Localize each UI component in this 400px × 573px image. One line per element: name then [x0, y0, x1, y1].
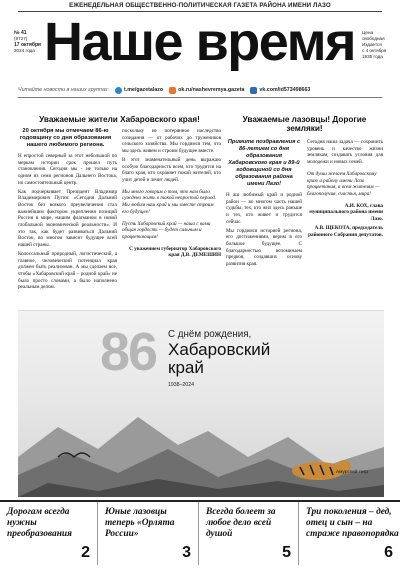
newspaper-title: Наше время: [44, 12, 356, 72]
article-paragraph: Колоссальный природный, логистический, а главное, человеческий потенциал края должен быть реализован. А мы сделаем все, чтобы «Хабаровский край – родной край» не было просто словами, а было наполнено реальным делом.: [18, 250, 117, 291]
district-article: [226, 101, 383, 270]
tiger-caption: Амурский тигр: [335, 470, 368, 475]
teaser-item[interactable]: [299, 502, 400, 565]
ok-link[interactable]: [169, 87, 244, 94]
teaser-title: Три поколения – дед, отец и сын – на страже правопорядка: [306, 507, 399, 539]
governor-article-heading: Уважаемые жители Хабаровского края!: [39, 115, 200, 124]
article-paragraph: поскольку не потерянное наследство созидания — от рабочих до тружеников сельского хозяйства. Мы гордимся тем, что мы здесь живем и строим будущее вместе.: [122, 128, 221, 155]
teaser-title: Дорогам всегда нужны преобразования: [7, 507, 72, 539]
price-line-2: свободная: [362, 36, 385, 41]
article-paragraph: Н епростой северный за этот небольшой по меркам истории срок прошел путь становления. Сегодня мы - не только на одном из семи регионов Дальнего Востока, но самостоятельный центр.: [18, 153, 117, 186]
article-paragraph: Пусть Хабаровский край — наша с вами общая гордость — будет сильным и процветающим!: [122, 220, 211, 241]
teaser-item[interactable]: [0, 502, 98, 565]
teaser-page-number: 6: [384, 544, 393, 561]
vk-icon: [250, 87, 257, 94]
article-paragraph: Как подчеркивает Президент Владимир Владимирович Путин: «Сегодня Дальний Восток без всякого преувеличения стал важнейшим фактором укрепления позиций России в мире, нашим флагманом в новой глобальной экономической реальности». И это так, как будет развиваться Дальний Восток, во многом зависит будущее всей нашей страны.: [18, 188, 117, 249]
issue-number: № 41: [14, 30, 27, 36]
article-paragraph: Сегодня наша задача — сохранить уровень и качество жизни землякам, создавать условия для молодежи и новых семей.: [307, 139, 383, 166]
article-quote: Мы много говорим о том, что нам было суждено жить в такой непростой период. Мы любим наш край и мы вместе строим его будущее!: [122, 188, 217, 215]
article-paragraph: В этот знаменательный день выражаю особую благодарность всем, кто трудится на благо края, кто охраняет покой жителей, кто учит детей и лечит людей.: [122, 156, 221, 183]
issue-year: 2024 года: [14, 48, 35, 53]
banner-region: Хабаровский край: [168, 340, 271, 377]
article-paragraph: Н аш любимый край и родной район — во многом часть нашей судьбы, тех, кто жил здесь раньше и тех, кто живет и трудится сейчас.: [226, 192, 302, 225]
banner-years: 1938–2024: [168, 382, 194, 388]
article-paragraph: Мы гордимся историей региона, его достижениями, верим в его большое будущее. С благодарностью вспоминаем предков, создавших основу развития края.: [226, 227, 302, 268]
teaser-title: Юные лазовцы теперь «Орлята России»: [105, 507, 175, 539]
issue-info: [14, 30, 44, 54]
article-quote: От души желаем Хабаровскому краю и району имени Лазо процветания, а всем жителям — благополучия, счастья, мира!: [307, 170, 380, 198]
issue-total: (9727): [14, 36, 28, 41]
price-line-5: 1935 года: [362, 54, 383, 59]
vk-link-text: vk.com/id573498663: [259, 87, 311, 93]
links-divider: [18, 97, 382, 98]
issue-date: 17 октября: [14, 42, 41, 48]
teaser-page-number: 2: [81, 544, 90, 561]
price-line-3: Издается: [362, 42, 382, 47]
odnoklassniki-icon: [169, 87, 176, 94]
banner-greeting: С днём рождения,: [168, 329, 252, 340]
teaser-page-number: 5: [282, 544, 291, 561]
anniversary-number: 86: [100, 322, 157, 382]
teaser-title: Всегда болеет за любое дело всей душой: [206, 507, 276, 539]
telegram-link-text: t.me/gazetalazo: [124, 87, 164, 93]
teaser-footer: [0, 500, 400, 573]
landscape-illustration: [18, 387, 384, 497]
price-info: [362, 30, 392, 60]
district-signature-1: А.И. КОХ, глава муниципального района имени Лазо.: [309, 202, 383, 222]
price-line-1: Цена: [362, 30, 374, 35]
newspaper-tagline: ЕЖЕНЕДЕЛЬНАЯ ОБЩЕСТВЕННО-ПОЛИТИЧЕСКАЯ ГАЗЕТА РАЙОНА ИМЕНИ ЛАЗО: [69, 2, 331, 9]
telegram-link[interactable]: [115, 87, 163, 94]
telegram-icon: [115, 87, 122, 94]
vk-link[interactable]: [250, 87, 310, 94]
teaser-item[interactable]: [98, 502, 199, 565]
district-article-heading: Уважаемые лазовцы! Дорогие земляки!: [242, 115, 367, 133]
teaser-page-number: 3: [182, 544, 191, 561]
teaser-item[interactable]: [199, 502, 299, 565]
anniversary-banner: [18, 310, 384, 497]
price-line-4: с 4 октября: [362, 48, 387, 53]
governor-article: [18, 101, 221, 293]
links-cta: Читайте новости в наших группах:: [18, 87, 110, 93]
ok-link-text: ok.ru/nashevremya.gazeta: [178, 87, 245, 93]
district-article-lead: Примите поздравления с 86-летием со дня образования Хабаровского края и 89-й годовщиной со дня образования района имени Лазо!: [227, 139, 301, 187]
district-signature-2: А.В. ЩЕКОТА, председатель районного Собрания депутатов.: [308, 225, 383, 238]
governor-signature: С уважением губернатор Хабаровского края Д.В. ДЕМЕШИН: [129, 245, 221, 259]
social-links-bar: [18, 85, 384, 95]
governor-article-lead: 20 октября мы отмечаем 86-ю годовщину со дня образования нашего любимого региона.: [19, 128, 112, 148]
